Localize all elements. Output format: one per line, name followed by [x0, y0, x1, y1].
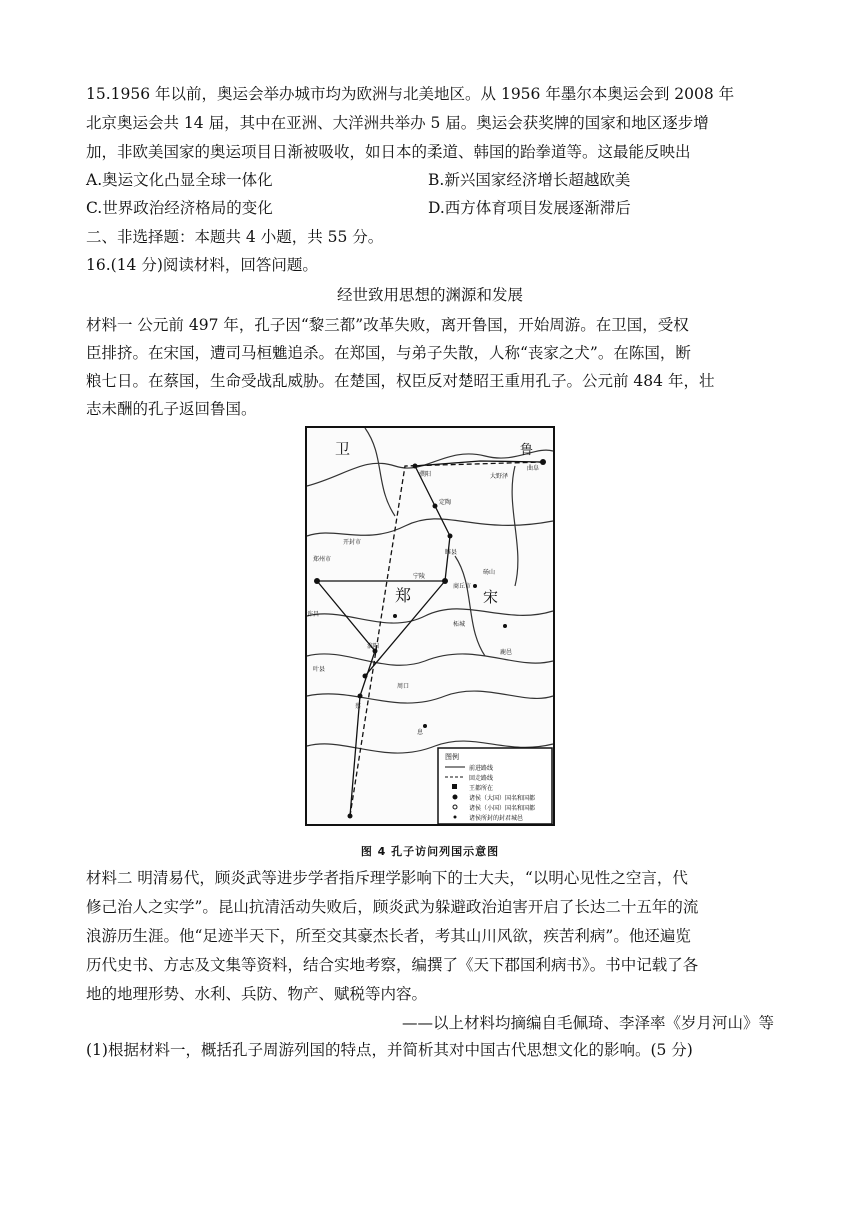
legend-item: 王都所在: [469, 785, 494, 792]
place-label: 宁陵: [413, 573, 426, 580]
place-label: 周口: [397, 683, 410, 690]
q16-title: 经世致用思想的渊源和发展: [336, 286, 523, 304]
place-label: 开封市: [343, 539, 362, 546]
place-label: 蔡: [355, 703, 362, 710]
q15-line-1: 15.1956 年以前，奥运会举办城市均为欧洲与北美地区。从 1956 年墨尔本奥运会到 2008 年: [86, 85, 735, 103]
legend-item: 回走路线: [469, 775, 494, 782]
place-label: 大野泽: [490, 473, 509, 480]
legend-item: 诸侯（小国）国名和国都: [469, 805, 536, 812]
q15-option-b: B.新兴国家经济增长超越欧美: [428, 171, 631, 189]
legend-item: 诸侯所封的封君城邑: [469, 815, 524, 822]
place-label: 息: [417, 729, 424, 736]
q15-option-a: A.奥运文化凸显全球一体化: [86, 171, 273, 189]
q16-question-1: (1)根据材料一，概括孔子周游列国的特点，并简析其对中国古代思想文化的影响。(5 分): [86, 1041, 693, 1059]
place-label: 砀山: [483, 569, 496, 576]
q15-option-d: D.西方体育项目发展逐渐滞后: [428, 199, 631, 217]
place-label: 淮阳: [367, 643, 380, 650]
state-label-lu: 鲁: [520, 443, 534, 458]
confucius-travel-map: [305, 426, 555, 826]
legend-item: 前进路线: [469, 765, 494, 772]
place-label: 睢县: [445, 549, 458, 556]
material2-line-2: 修己治人之实学”。昆山抗清活动失败后，顾炎武为躲避政治迫害开启了长达二十五年的流: [86, 898, 699, 916]
place-label: 鹿邑: [500, 649, 513, 656]
place-label: 濮阳: [419, 471, 432, 478]
material2-line-5: 地的地理形势、水利、兵防、物产、赋税等内容。: [86, 985, 428, 1003]
material1-line-1: 材料一 公元前 497 年，孔子因“黎三都”改革失败，离开鲁国，开始周游。在卫国，受权: [86, 316, 689, 334]
material2-line-1: 材料二 明清易代，顾炎武等进步学者指斥理学影响下的士大夫，“以明心见性之空言，代: [86, 869, 688, 887]
q15-line-2: 北京奥运会共 14 届，其中在亚洲、大洋洲共举办 5 届。奥运会获奖牌的国家和地区逐步增: [86, 114, 709, 132]
material1-line-2: 臣排挤。在宋国，遭司马桓魋追杀。在郑国，与弟子失散，人称“丧家之犬”。在陈国，断: [86, 344, 691, 362]
place-label: 叶县: [313, 666, 326, 673]
q15-option-c: C.世界政治经济格局的变化: [86, 199, 273, 217]
state-label-wei: 卫: [335, 440, 351, 458]
legend-item: 诸侯（大国）国名和国都: [469, 795, 536, 802]
state-label-zheng: 郑: [395, 586, 412, 605]
section-heading: 二、非选择题：本题共 4 小题，共 55 分。: [86, 228, 384, 246]
material2-line-4: 历代史书、方志及文集等资料，结合实地考察，编撰了《天下郡国利病书》。书中记载了各: [86, 956, 699, 974]
material1-line-4: 志未酬的孔子返回鲁国。: [86, 400, 257, 418]
map-legend: [438, 748, 552, 824]
q15-line-3: 加，非欧美国家的奥运项目日渐被吸收，如日本的柔道、韩国的跆拳道等。这最能反映出: [86, 143, 691, 161]
material2-line-3: 浪游历生涯。他“足迹半天下，所至交其豪杰长者，考其山川风欲，疾苦利病”。他还遍览: [86, 927, 691, 945]
state-label-song: 宋: [483, 588, 499, 606]
legend-title: 图例: [445, 753, 459, 761]
place-label: 许昌: [307, 611, 320, 618]
q16-intro: 16.(14 分)阅读材料，回答问题。: [86, 256, 318, 274]
place-label: 郑州市: [313, 556, 332, 563]
place-label: 曲阜: [527, 465, 540, 472]
map-caption: 图 4 孔子访问列国示意图: [360, 845, 500, 858]
place-label: 定陶: [439, 499, 452, 506]
place-label: 柘城: [453, 621, 466, 628]
material1-line-3: 粮七日。在蔡国，生命受战乱威胁。在楚国，权臣反对楚昭王重用孔子。公元前 484 年，壮: [86, 372, 715, 390]
material-source: ——以上材料均摘编自毛佩琦、李泽率《岁月河山》等: [401, 1014, 774, 1032]
place-label: 商丘市: [453, 583, 472, 590]
